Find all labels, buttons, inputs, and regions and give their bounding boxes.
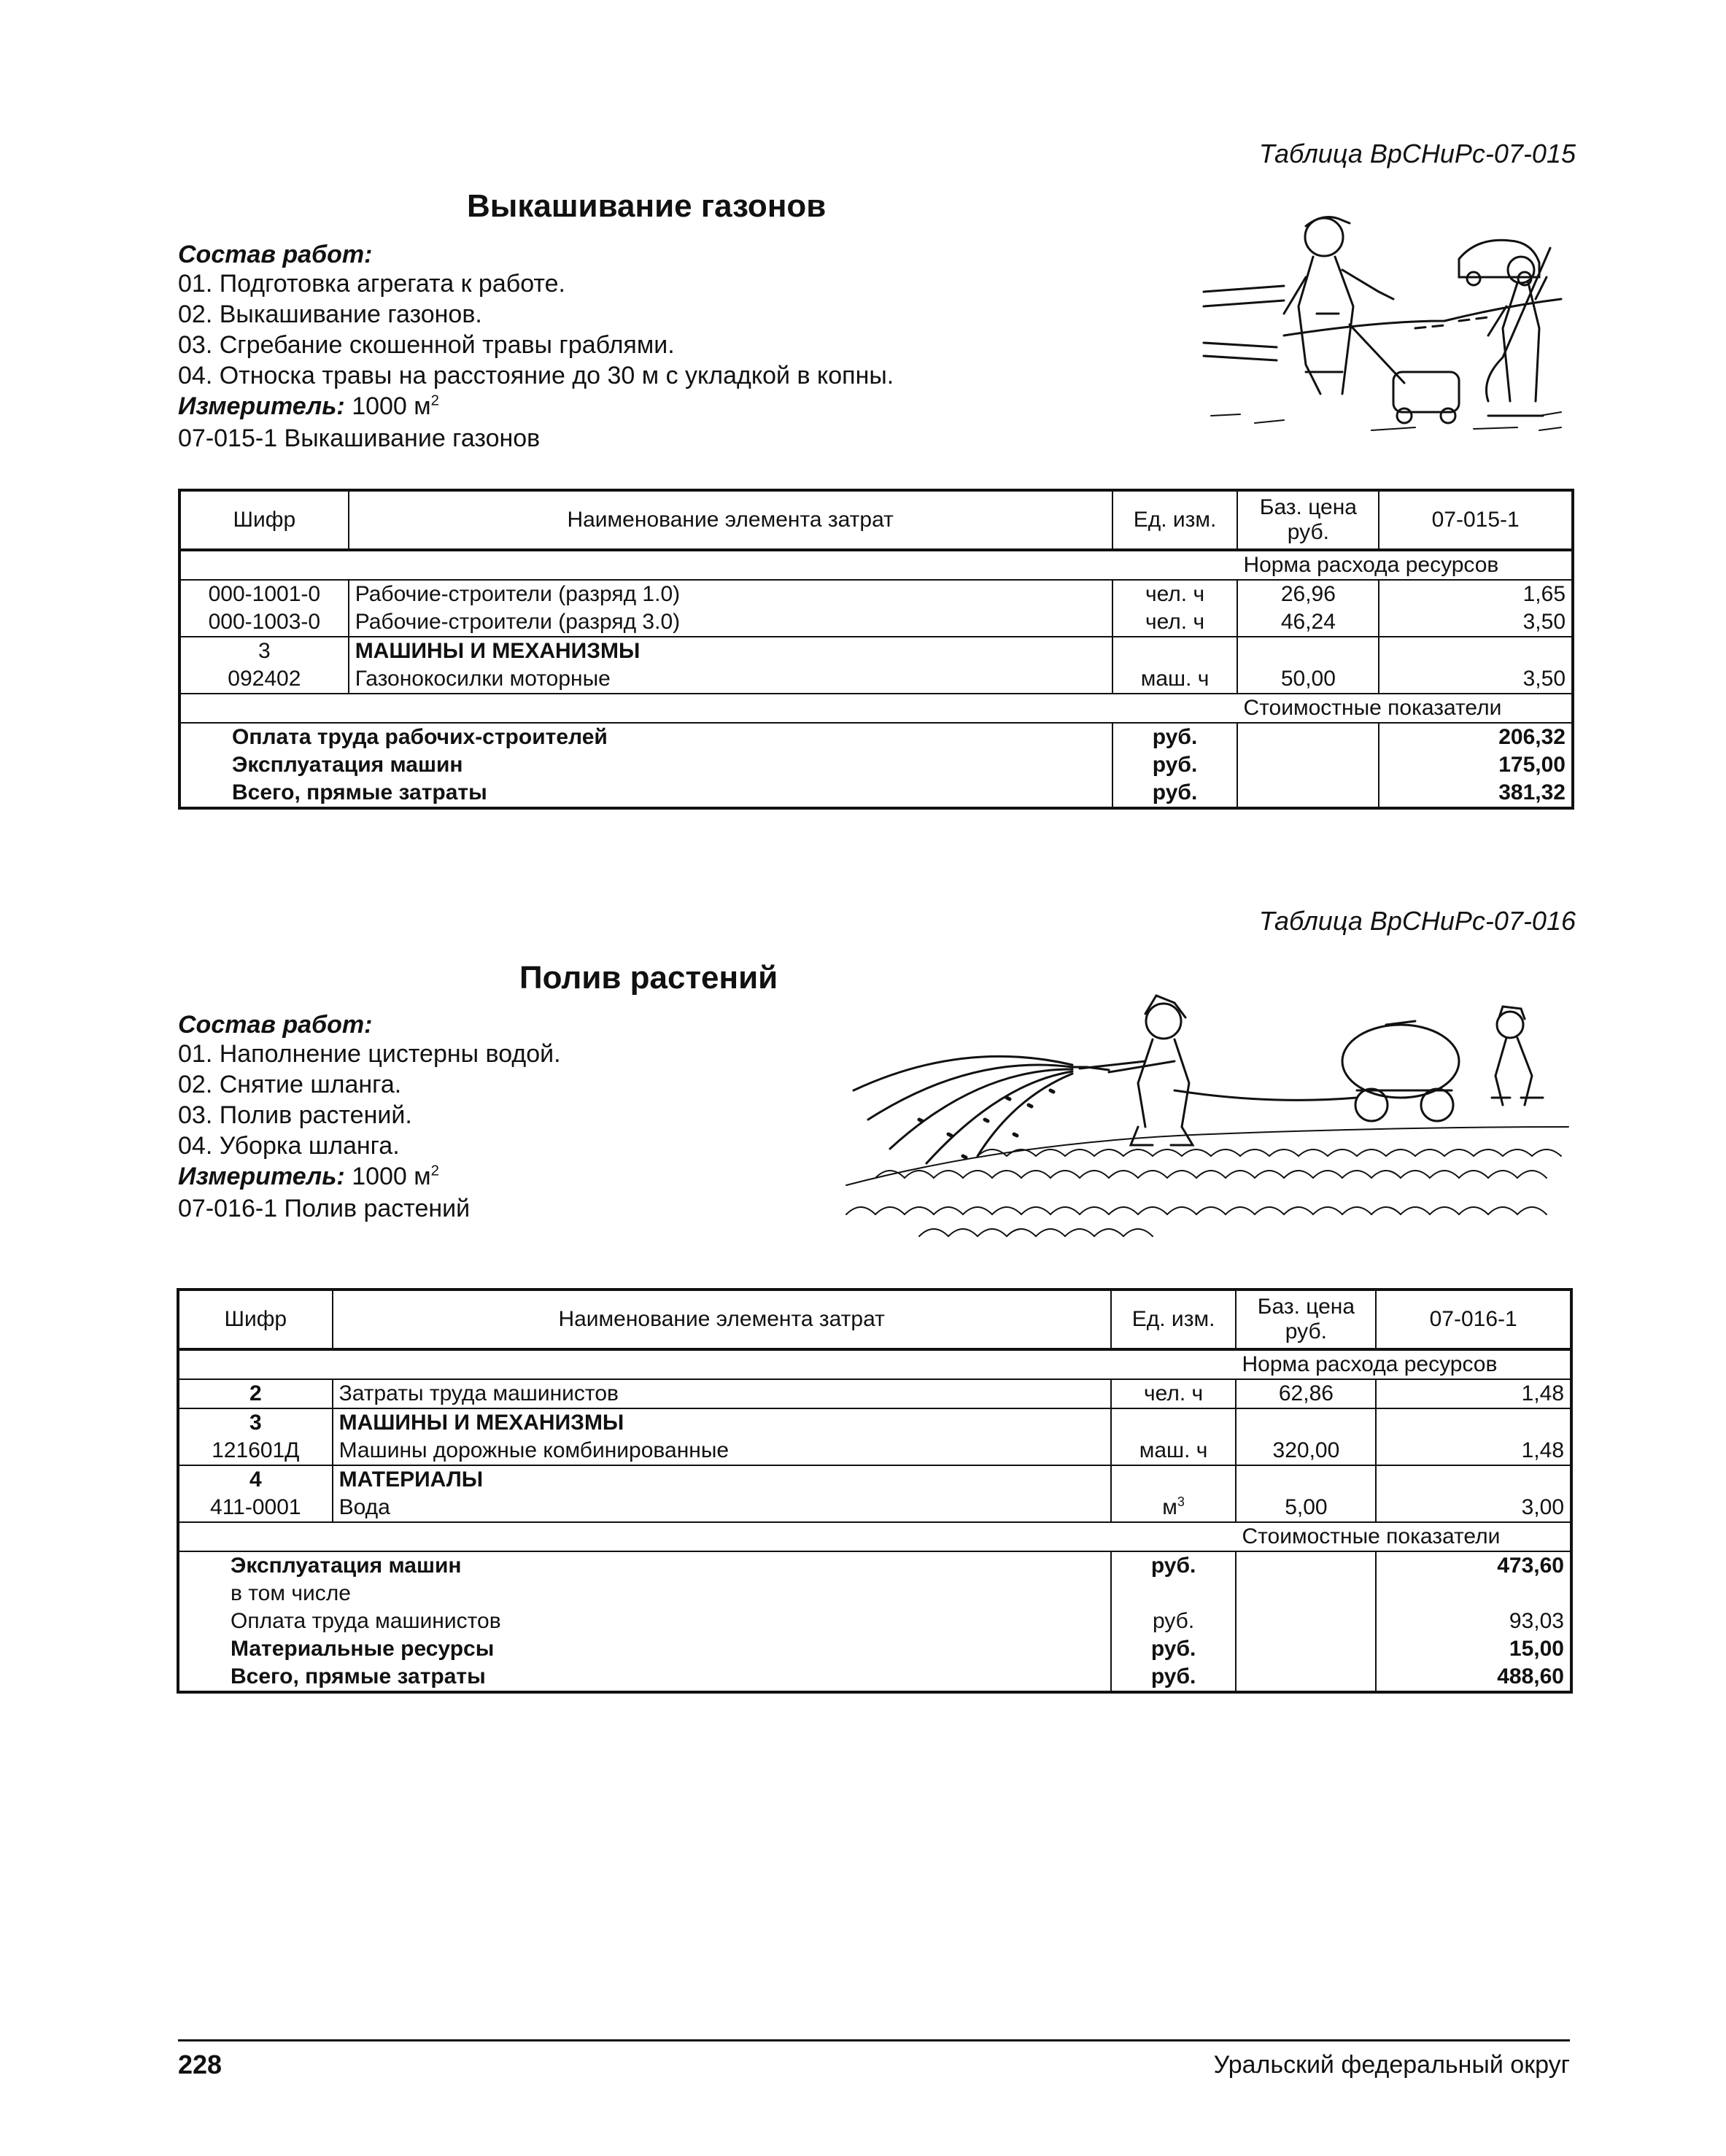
total-label: Эксплуатация машин	[179, 751, 1112, 779]
work-steps	[178, 1039, 561, 1161]
meter-sup: 2	[430, 1163, 439, 1179]
table-row	[179, 665, 1573, 694]
row-unit: чел. ч	[1111, 1379, 1237, 1408]
total-label: Материальные ресурсы	[178, 1635, 1111, 1663]
footer-divider	[178, 2039, 1570, 2041]
composition-label: Состав работ:	[178, 1011, 373, 1039]
table-row	[179, 580, 1573, 608]
total-row	[178, 1551, 1571, 1580]
work-step: 02. Выкашивание газонов.	[178, 300, 482, 328]
row-code: 411-0001	[178, 1494, 333, 1522]
table-header-row	[179, 490, 1573, 550]
row-code: 2	[178, 1379, 333, 1408]
work-steps	[178, 268, 894, 391]
section-cost-row	[178, 1522, 1571, 1551]
table-tag: Таблица ВрСНиРс-07-016	[1258, 906, 1576, 936]
row-value: 1,65	[1379, 580, 1573, 608]
total-value: 488,60	[1376, 1663, 1571, 1692]
total-unit: руб.	[1111, 1635, 1237, 1663]
meter-line	[178, 1161, 439, 1192]
work-step: 02. Снятие шланга.	[178, 1071, 402, 1098]
header-price-line2: руб.	[1287, 520, 1329, 544]
meter-value: 1000 м	[352, 1163, 431, 1190]
total-row	[178, 1580, 1571, 1608]
section-norm-label: Норма расхода ресурсов	[1237, 550, 1573, 580]
section-norm-row	[178, 1349, 1571, 1379]
total-row	[178, 1663, 1571, 1692]
row-unit: чел. ч	[1112, 580, 1238, 608]
table-row	[179, 637, 1573, 665]
row-group-name: МАШИНЫ И МЕХАНИЗМЫ	[349, 637, 1112, 665]
total-unit: руб.	[1112, 723, 1238, 751]
total-row	[178, 1635, 1571, 1663]
meter-label: Измеритель:	[178, 1163, 345, 1190]
header-price-line2: руб.	[1285, 1319, 1327, 1343]
section-title: Полив растений	[519, 960, 778, 996]
table-row	[178, 1494, 1571, 1522]
row-unit: чел. ч	[1112, 608, 1238, 637]
meter-line	[178, 391, 439, 422]
header-price-line1: Баз. цена	[1257, 1295, 1355, 1319]
norm-line: 07-016-1 Полив растений	[178, 1195, 471, 1222]
row-value: 1,48	[1376, 1437, 1571, 1465]
total-label: Всего, прямые затраты	[178, 1663, 1111, 1692]
row-unit: маш. ч	[1112, 665, 1238, 694]
header-price	[1236, 1290, 1376, 1349]
table-row	[179, 608, 1573, 637]
work-step: 01. Наполнение цистерны водой.	[178, 1040, 561, 1068]
row-unit: маш. ч	[1111, 1437, 1237, 1465]
row-name: Затраты труда машинистов	[333, 1379, 1111, 1408]
work-step: 03. Сгребание скошенной травы граблями.	[178, 331, 675, 359]
total-row	[179, 751, 1573, 779]
row-name: Рабочие-строители (разряд 1.0)	[349, 580, 1112, 608]
composition-label: Состав работ:	[178, 241, 373, 268]
total-unit: руб.	[1111, 1663, 1237, 1692]
table-header-row	[178, 1290, 1571, 1349]
row-name: Машины дорожные комбинированные	[333, 1437, 1111, 1465]
section-cost-label: Стоимостные показатели	[1237, 694, 1573, 723]
header-norm: 07-016-1	[1376, 1290, 1571, 1349]
watering-illustration	[832, 981, 1583, 1251]
total-unit: руб.	[1111, 1608, 1237, 1635]
table-tag: Таблица ВрСНиРс-07-015	[1258, 139, 1576, 168]
total-unit: руб.	[1111, 1551, 1237, 1580]
total-value: 175,00	[1379, 751, 1573, 779]
row-price: 26,96	[1237, 580, 1379, 608]
table-row	[178, 1408, 1571, 1437]
header-norm: 07-015-1	[1379, 490, 1573, 550]
row-value: 3,50	[1379, 665, 1573, 694]
total-value: 15,00	[1376, 1635, 1571, 1663]
total-unit	[1111, 1580, 1237, 1608]
section-cost-label: Стоимостные показатели	[1236, 1522, 1571, 1551]
table-row	[178, 1437, 1571, 1465]
work-step: 04. Уборка шланга.	[178, 1132, 400, 1160]
row-code: 000-1001-0	[179, 580, 349, 608]
total-unit: руб.	[1112, 779, 1238, 808]
header-price	[1237, 490, 1379, 550]
meter-value: 1000 м	[352, 392, 431, 420]
row-code: 3	[179, 637, 349, 665]
header-code: Шифр	[178, 1290, 333, 1349]
table-row	[178, 1379, 1571, 1408]
page-number: 228	[178, 2050, 222, 2079]
total-row	[178, 1608, 1571, 1635]
header-name: Наименование элемента затрат	[333, 1290, 1111, 1349]
total-label: Всего, прямые затраты	[179, 779, 1112, 808]
cost-table-07-016	[177, 1288, 1573, 1694]
meter-label: Измеритель:	[178, 392, 345, 420]
meter-sup: 2	[430, 392, 439, 409]
total-value: 93,03	[1376, 1608, 1571, 1635]
total-label: Эксплуатация машин	[178, 1551, 1111, 1580]
total-value: 206,32	[1379, 723, 1573, 751]
total-value	[1376, 1580, 1571, 1608]
row-value: 3,00	[1376, 1494, 1571, 1522]
work-step: 03. Полив растений.	[178, 1101, 412, 1129]
total-label: Оплата труда рабочих-строителей	[179, 723, 1112, 751]
row-name: Газонокосилки моторные	[349, 665, 1112, 694]
row-price: 5,00	[1236, 1494, 1376, 1522]
header-code: Шифр	[179, 490, 349, 550]
total-label: Оплата труда машинистов	[178, 1608, 1111, 1635]
row-group-name: МАШИНЫ И МЕХАНИЗМЫ	[333, 1408, 1111, 1437]
row-price: 50,00	[1237, 665, 1379, 694]
row-unit	[1111, 1494, 1237, 1522]
row-code: 121601Д	[178, 1437, 333, 1465]
total-label: в том числе	[178, 1580, 1111, 1608]
header-unit: Ед. изм.	[1112, 490, 1238, 550]
total-unit: руб.	[1112, 751, 1238, 779]
row-code: 000-1003-0	[179, 608, 349, 637]
total-row	[179, 723, 1573, 751]
work-step: 01. Подготовка агрегата к работе.	[178, 270, 565, 298]
section-norm-label: Норма расхода ресурсов	[1236, 1349, 1571, 1379]
row-price: 46,24	[1237, 608, 1379, 637]
row-group-name: МАТЕРИАЛЫ	[333, 1465, 1111, 1494]
row-name: Рабочие-строители (разряд 3.0)	[349, 608, 1112, 637]
row-price: 62,86	[1236, 1379, 1376, 1408]
header-name: Наименование элемента затрат	[349, 490, 1112, 550]
section-cost-row	[179, 694, 1573, 723]
section-title: Выкашивание газонов	[467, 188, 827, 224]
row-value: 1,48	[1376, 1379, 1571, 1408]
header-unit: Ед. изм.	[1111, 1290, 1237, 1349]
row-name: Вода	[333, 1494, 1111, 1522]
work-step: 04. Относка травы на расстояние до 30 м с укладкой в копны.	[178, 362, 894, 389]
row-unit-text: м	[1162, 1495, 1177, 1519]
row-code: 092402	[179, 665, 349, 694]
table-row	[178, 1465, 1571, 1494]
total-value: 473,60	[1376, 1551, 1571, 1580]
total-value: 381,32	[1379, 779, 1573, 808]
header-price-line1: Баз. цена	[1259, 495, 1357, 519]
norm-line: 07-015-1 Выкашивание газонов	[178, 424, 541, 452]
row-code: 3	[178, 1408, 333, 1437]
row-unit-sup: 3	[1177, 1494, 1185, 1509]
lawn-mowing-illustration	[1196, 197, 1576, 445]
row-value: 3,50	[1379, 608, 1573, 637]
row-code: 4	[178, 1465, 333, 1494]
cost-table-07-015	[178, 489, 1574, 810]
section-norm-row	[179, 550, 1573, 580]
total-row	[179, 779, 1573, 808]
row-price: 320,00	[1236, 1437, 1376, 1465]
footer-region: Уральский федеральный округ	[1213, 2051, 1570, 2079]
